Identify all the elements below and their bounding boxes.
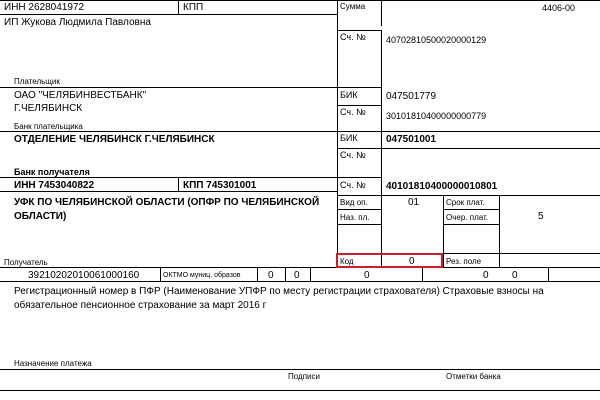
payer-kpp-divider: [178, 0, 179, 14]
ocher-label: Очер. плат.: [446, 213, 489, 222]
fields-divider-2: [443, 195, 444, 267]
bik-label-divider-1: [381, 87, 382, 131]
budget-div-1: [160, 267, 161, 281]
budget-field-1: 0: [268, 270, 274, 281]
payer-label: Плательщик: [14, 77, 60, 86]
payee-account-bottom: [337, 195, 600, 196]
amount-label: Сумма: [340, 2, 366, 11]
purpose-bottom-line: [0, 369, 600, 370]
kod-value: 0: [409, 256, 415, 267]
signature-line: [0, 390, 600, 391]
sum-label-line: [337, 30, 382, 31]
bank-marks-label: Отметки банка: [446, 372, 501, 381]
payee-bank-label: Банк получателя: [14, 167, 90, 177]
srok-line: [443, 209, 500, 210]
budget-div-4: [310, 267, 311, 281]
payment-purpose-text: Регистрационный номер в ПФР (Наименование УПФР по месту регистрации страхователя) Страховые взносы на обязательное пенсионное страхование за март 2016 г: [14, 286, 544, 311]
amount-value: 4406-00: [542, 3, 576, 13]
vid-op-value: 01: [408, 197, 420, 208]
payer-inn: ИНН 2628041972: [4, 2, 85, 13]
kod-label: Код: [340, 257, 354, 266]
payer-account-label: Сч. №: [340, 32, 366, 42]
rez-label: Рез. поле: [446, 257, 482, 266]
naz-line: [337, 224, 382, 225]
budget-bottom-line: [0, 281, 600, 282]
payee-bik-line: [337, 148, 600, 149]
bik-label-divider-2: [381, 131, 382, 195]
payer-name: ИП Жукова Людмила Павловна: [4, 17, 151, 28]
payee-account-label: Сч. №: [340, 180, 366, 190]
payee-name: УФК ПО ЧЕЛЯБИНСКОЙ ОБЛАСТИ (ОПФР ПО ЧЕЛЯБИНСКОЙ ОБЛАСТИ): [14, 197, 320, 222]
naz-label: Наз. пл.: [340, 213, 370, 222]
oktmo-label: ОКТМО муниц. образов: [163, 272, 241, 279]
payer-kpp-label: КПП: [183, 2, 204, 13]
payee-kpp: КПП 745301001: [183, 180, 257, 191]
sum-label-divider: [381, 0, 382, 26]
ocher-value: 5: [538, 211, 544, 222]
budget-div-6: [548, 267, 549, 281]
payee-kpp-divider: [178, 177, 179, 191]
payee-bank-bottom: [0, 177, 382, 178]
inn-row-line: [0, 14, 338, 15]
payer-block-bottom: [0, 87, 382, 88]
acc-label-divider-1: [381, 30, 382, 87]
payer-bik: 047501779: [386, 91, 437, 102]
payer-bik-label: БИК: [340, 90, 358, 100]
vidop-line: [337, 209, 382, 210]
payer-bank-label: Банк плательщика: [14, 122, 83, 131]
payee-account: 40101810400000010801: [386, 181, 498, 192]
payee-bik-label: БИК: [340, 133, 358, 143]
signatures-label: Подписи: [288, 372, 320, 381]
budget-div-2: [257, 267, 258, 281]
payer-corr-label: Сч. №: [340, 107, 366, 117]
payer-bank-city: Г.ЧЕЛЯБИНСК: [14, 103, 83, 114]
srok-label: Срок плат.: [446, 198, 485, 207]
ocher-line: [443, 224, 500, 225]
payer-account: 40702810500020000129: [386, 35, 487, 45]
kod-highlight-frame: [336, 253, 443, 268]
budget-top-line: [0, 267, 600, 268]
budget-field-3: 0: [364, 270, 370, 281]
payer-bank-bottom: [0, 131, 600, 132]
budget-div-3: [285, 267, 286, 281]
top-border: [0, 0, 600, 1]
payee-bank-name: ОТДЕЛЕНИЕ ЧЕЛЯБИНСК Г.ЧЕЛЯБИНСК: [14, 134, 215, 145]
payee-inn-line: [0, 191, 338, 192]
main-divider: [337, 0, 338, 267]
payee-inn: ИНН 7453040822: [14, 180, 95, 191]
payer-bank-name: ОАО "ЧЕЛЯБИНВЕСТБАНК": [14, 90, 147, 101]
payee-bik: 047501001: [386, 134, 437, 145]
fields-divider-3: [499, 195, 500, 267]
budget-div-5: [422, 267, 423, 281]
budget-field-4: 0: [483, 270, 489, 281]
budget-field-2: 0: [294, 270, 300, 281]
payer-corr-account: 30101810400000000779: [386, 111, 487, 121]
budget-kbk: 39210202010061000160: [28, 270, 140, 281]
payee-label: Получатель: [4, 258, 48, 267]
vid-op-label: Вид оп.: [340, 198, 368, 207]
purpose-label: Назначение платежа: [14, 359, 92, 368]
payer-bik-line: [337, 105, 382, 106]
budget-field-5: 0: [512, 270, 518, 281]
payee-corr-label: Сч. №: [340, 150, 366, 160]
